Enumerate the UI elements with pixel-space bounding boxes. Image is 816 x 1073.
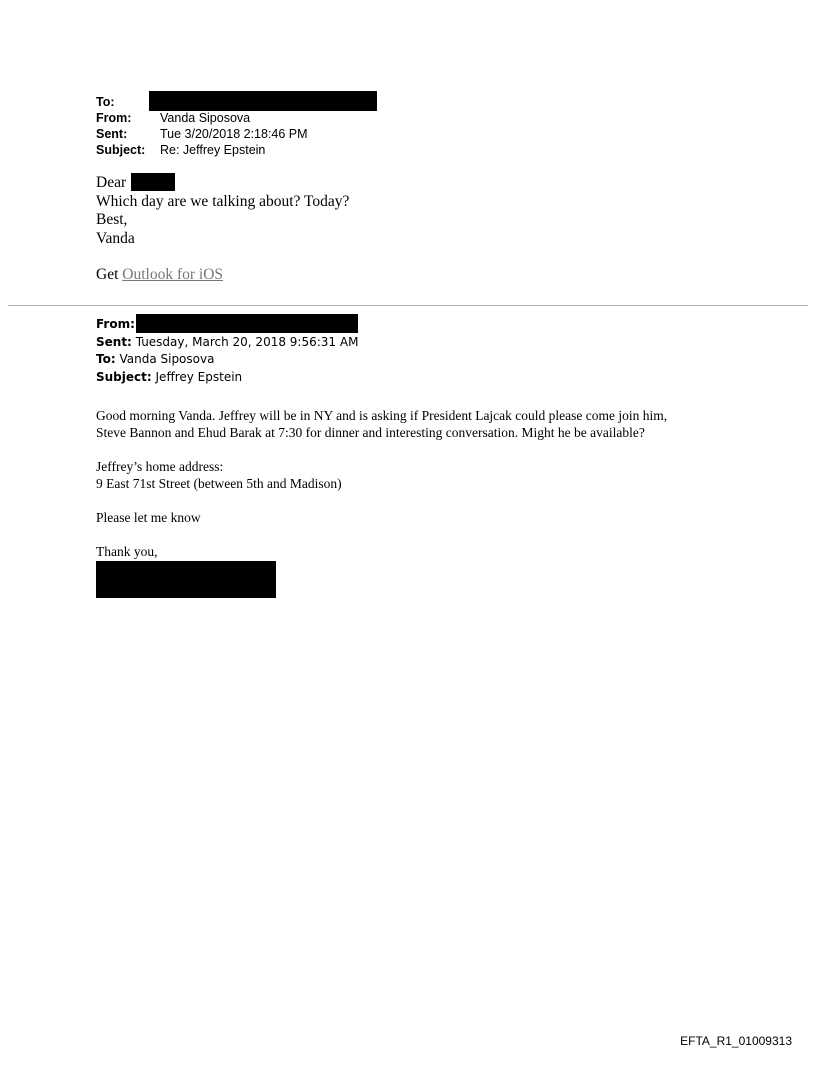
address-label: Jeffrey’s home address: bbox=[96, 459, 224, 474]
please-let-me-know: Please let me know bbox=[96, 510, 201, 525]
reply-line-2: Best, bbox=[96, 211, 128, 228]
orig-to-row bbox=[96, 351, 358, 369]
orig-sent-row bbox=[96, 334, 358, 352]
subject-value: Re: Jeffrey Epstein bbox=[160, 143, 266, 157]
subject-label: Subject: bbox=[96, 143, 146, 157]
reply-sent-row bbox=[96, 126, 308, 142]
to-label: To: bbox=[96, 95, 115, 109]
redaction-reply-to bbox=[149, 91, 377, 111]
para1-line1: Good morning Vanda. Jeffrey will be in NY and is asking if President Lajcak could please come join him, bbox=[96, 408, 668, 423]
reply-body bbox=[96, 174, 696, 285]
orig-subject-row bbox=[96, 369, 358, 387]
original-body bbox=[96, 407, 796, 560]
reply-line-3: Vanda bbox=[96, 229, 135, 247]
orig-subject-value: Jeffrey Epstein bbox=[155, 369, 243, 384]
document-id: EFTA_R1_01009313 bbox=[680, 1034, 792, 1048]
orig-to-label: To: bbox=[96, 352, 116, 366]
from-value: Vanda Siposova bbox=[160, 111, 251, 125]
sent-label: Sent: bbox=[96, 127, 128, 141]
para1-line2: Steve Bannon and Ehud Barak at 7:30 for dinner and interesting conversation. Might he be available? bbox=[96, 425, 645, 440]
greeting-line bbox=[96, 174, 696, 193]
get-prefix: Get bbox=[96, 266, 119, 283]
redaction-orig-from bbox=[136, 314, 358, 333]
outlook-for-ios-link[interactable]: Outlook for iOS bbox=[122, 266, 224, 283]
reply-line-1: Which day are we talking about? Today? bbox=[96, 192, 350, 210]
thank-you: Thank you, bbox=[96, 544, 158, 559]
reply-subject-row bbox=[96, 142, 308, 158]
redaction-greeting-name bbox=[131, 173, 175, 191]
orig-sent-value: Tuesday, March 20, 2018 9:56:31 AM bbox=[135, 334, 359, 349]
message-divider bbox=[8, 305, 808, 306]
orig-subject-label: Subject: bbox=[96, 369, 152, 384]
greeting: Dear bbox=[96, 174, 127, 191]
orig-from-label: From: bbox=[96, 317, 135, 331]
reply-from-row bbox=[96, 110, 308, 126]
orig-to-value: Vanda Siposova bbox=[119, 352, 215, 366]
redaction-signature bbox=[96, 561, 276, 598]
from-label: From: bbox=[96, 111, 132, 125]
address-value: 9 East 71st Street (between 5th and Madison) bbox=[96, 476, 342, 491]
outlook-line bbox=[96, 266, 696, 285]
orig-sent-label: Sent: bbox=[96, 334, 132, 349]
sent-value: Tue 3/20/2018 2:18:46 PM bbox=[160, 127, 308, 141]
